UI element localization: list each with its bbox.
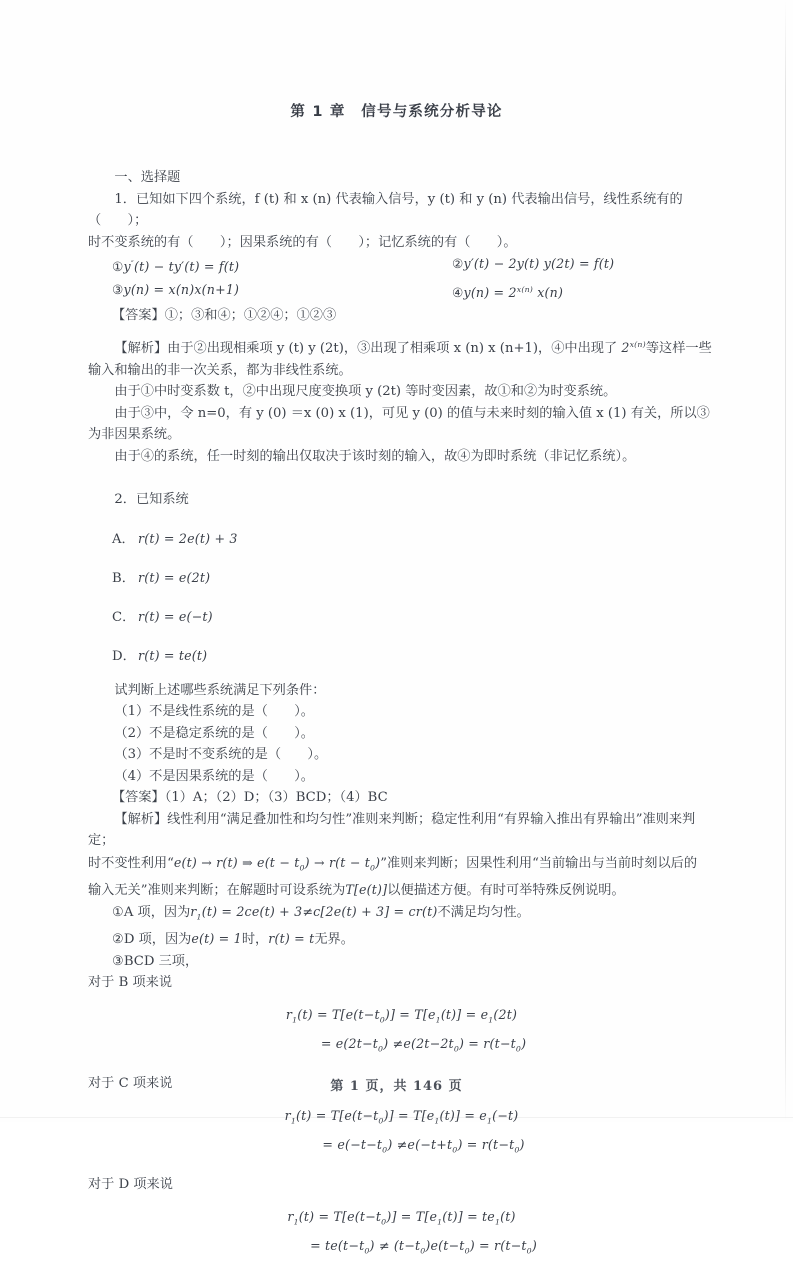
page-body: [0, 167, 793, 1262]
choice-letter-d: D．: [112, 648, 136, 664]
analysis-line3-suffix: 以便描述方便。有时可举特殊反例说明。: [387, 882, 625, 898]
question1-analysis-line1-cont: 输入和输出的非一次关系，都为非线性系统。: [88, 362, 352, 378]
item2-mid: 时，: [241, 932, 269, 948]
choice-letter-a: A．: [112, 531, 135, 547]
question2-condition-4: （4）不是因果系统的是（ ）。: [114, 768, 314, 784]
question2-analysis-line2: [88, 852, 715, 879]
case-c-equation: [88, 1104, 715, 1161]
item1-suffix: 不满足均匀性。: [437, 905, 530, 921]
question2-analysis-line3: [88, 879, 715, 902]
question1-equation-4: ④y(n) = $2^{x(n)}$ x(n): [452, 285, 564, 301]
item2-prefix: ②D 项，因为: [112, 932, 192, 948]
choice-expr-d: r(t) = te(t): [138, 647, 208, 663]
choice-expr-c: r(t) = e(−t): [138, 608, 213, 624]
case-b-label: 对于 B 项来说: [88, 975, 173, 991]
question2-item-3: ③BCD 三项，: [112, 953, 199, 969]
analysis-line3-prefix: 输入无关”准则来判断；在解题时可设系统为: [88, 882, 346, 898]
question2-choice-d: [88, 645, 715, 667]
question1-analysis-line1: 【解析】由于②出现相乘项 y (t) y (2t)，③出现了相乘项 x (n) x (n+1)，④中出现了 $2^{x(n)}$等这样一些: [114, 339, 712, 357]
question1-analysis-line3: 由于③中，令 n=0，有 y (0) ＝x (0) x (1)，可见 y (0) 的值与未来时刻的输入值 x (1) 有关，所以③: [114, 405, 710, 421]
choice-letter-b: B．: [112, 570, 135, 586]
question2-answer: 【答案】（1）A；（2）D；（3）BCD；（4）BC: [112, 790, 388, 806]
item2-math-1: e(t) = 1: [191, 931, 242, 947]
case-b-equation: [88, 1003, 715, 1060]
case-d-equation-line1: $r_1(t) = T[e(t-t_0)] = T[e_1(t)] = te_1(t)$: [287, 1209, 516, 1227]
case-d-equation: [88, 1205, 715, 1262]
question2-prompt: 试判断上述哪些系统满足下列条件：: [114, 682, 326, 698]
question1-answer: 【答案】①；③和④；①②④；①②③: [112, 308, 337, 324]
case-c-equation-line2: = $e(-t-t_0) \ne e(-t+t_0) = r(t-t_0)$: [322, 1136, 525, 1155]
question1-equation-2: ②y′(t) − 2y(t) y(2t) = f(t): [452, 256, 615, 271]
question2-item-2: [88, 928, 715, 951]
question1-stem-line2: 时不变系统的有（ ）；因果系统的有（ ）；记忆系统的有（ ）。: [88, 234, 517, 250]
question2-choice-c: [88, 606, 715, 628]
item1-prefix: ①A 项，因为: [112, 905, 191, 921]
analysis-line3-math: T[e(t)]: [345, 881, 388, 897]
question2-choice-a: [88, 528, 715, 550]
question1-equation-1: ①y″(t) − ty′(t) = f(t): [112, 259, 240, 275]
item2-suffix: 无界。: [314, 932, 354, 948]
analysis-line2-prefix: 时不变性利用“: [88, 855, 174, 871]
page-title: 第 1 章 信号与系统分析导论: [290, 104, 503, 120]
question1-analysis-line3-cont: 为非因果系统。: [88, 427, 181, 443]
analysis-line2-suffix: ”准则来判断；因果性利用“当前输出与当前时刻以后的: [380, 855, 698, 871]
page-footer: 第 1 页，共 146 页: [330, 1079, 463, 1094]
choice-letter-c: C．: [112, 609, 136, 625]
case-d-equation-line2: = $te(t-t_0) \ne (t-t_0)e(t-t_0) = r(t-t_0)$: [310, 1237, 537, 1256]
analysis-line2-math: e(t) → r(t) ⇒ $e(t - t_0) \to r(t - t_0)$: [173, 854, 381, 873]
item1-math: $r_1(t) = 2ce(t) + 3\ne c[2e(t) + 3] = cr(t)$: [190, 904, 438, 922]
question1-analysis-line4: 由于④的系统，任一时刻的输出仅取决于该时刻的输入，故④为即时系统（非记忆系统）。: [114, 448, 636, 464]
question1-equation-row-2: [88, 279, 715, 305]
question1-analysis-line2: 由于①中时变系数 t，②中出现尺度变换项 y (2t) 等时变因素，故①和②为时变系统。: [114, 384, 617, 400]
choice-expr-a: r(t) = 2e(t) + 3: [138, 530, 238, 546]
question2-condition-2: （2）不是稳定系统的是（ ）。: [114, 725, 314, 741]
question2-stem: 2．已知系统: [114, 492, 189, 508]
question1-stem-line1: 1．已知如下四个系统，f (t) 和 x (n) 代表输入信号，y (t) 和 y (n) 代表输出信号，线性系统有的（ ）；: [88, 191, 683, 228]
question1-equation-row-1: [88, 253, 715, 279]
question2-item-1: [88, 901, 715, 928]
case-d-label: 对于 D 项来说: [88, 1177, 173, 1193]
case-b-equation-line2: = $e(2t-t_0) \ne e(2t-2t_0) = r(t-t_0)$: [320, 1035, 527, 1054]
question2-condition-1: （1）不是线性系统的是（ ）。: [114, 704, 314, 720]
choice-expr-b: r(t) = e(2t): [138, 569, 211, 585]
question2-choice-b: [88, 567, 715, 589]
question2-condition-3: （3）不是时不变系统的是（ ）。: [114, 747, 328, 763]
item2-math-2: r(t) = t: [268, 931, 315, 947]
case-c-equation-line1: $r_1(t) = T[e(t-t_0)] = T[e_1(t)] = e_1(-t)$: [284, 1108, 519, 1126]
case-c-label: 对于 C 项来说: [88, 1076, 173, 1092]
case-b-equation-line1: $r_1(t) = T[e(t-t_0)] = T[e_1(t)] = e_1(2t)$: [285, 1007, 518, 1025]
question1-equation-3: ③y(n) = x(n)x(n+1): [112, 282, 240, 298]
section-heading: 一、选择题: [114, 170, 181, 185]
question2-analysis-line1: 【解析】线性利用“满足叠加性和均匀性”准则来判断；稳定性利用“有界输入推出有界输出”准则来判定；: [88, 811, 696, 849]
